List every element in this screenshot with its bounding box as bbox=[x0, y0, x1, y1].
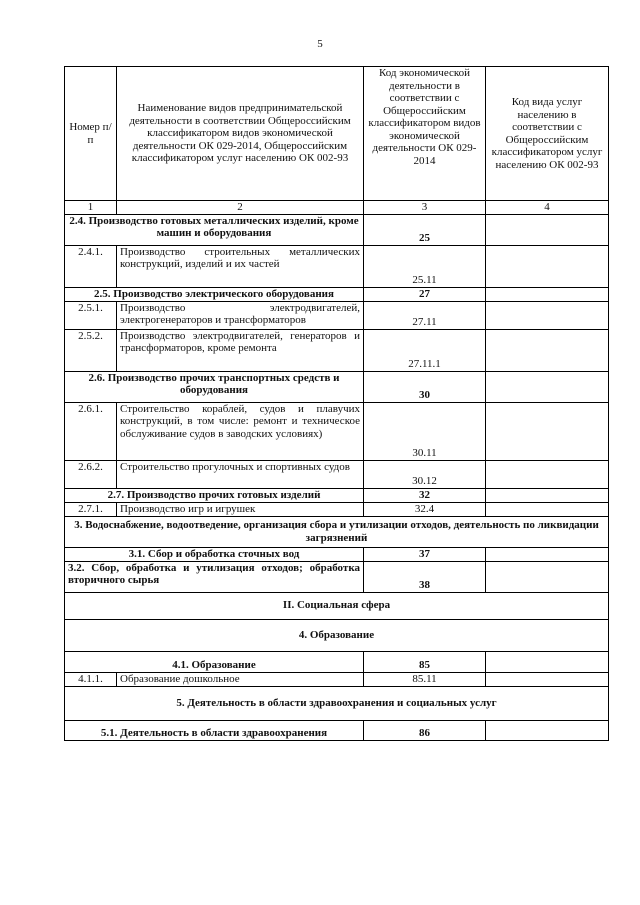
column-number: 4 bbox=[486, 201, 609, 215]
column-number: 3 bbox=[364, 201, 486, 215]
table-row bbox=[65, 245, 609, 287]
page-number: 5 bbox=[317, 38, 323, 50]
row-number: 2.6.1. bbox=[65, 402, 117, 460]
section-row bbox=[65, 214, 609, 245]
header-activity-name: Наименование видов предпринимательской деятельности в соответствии Общероссийским классификатором видов экономической деятельности ОК 029-2014, Общероссийским классификатором услуг населению ОК 002-93 bbox=[117, 67, 364, 201]
okun-code bbox=[486, 502, 609, 516]
column-number: 1 bbox=[65, 201, 117, 215]
okved-code: 38 bbox=[364, 561, 486, 592]
section-title: 2.6. Производство прочих транспортных средств и оборудования bbox=[65, 371, 364, 402]
okun-code bbox=[486, 329, 609, 371]
section-row bbox=[65, 516, 609, 547]
section-row bbox=[65, 651, 609, 672]
activity-name: Строительство кораблей, судов и плавучих конструкций, в том числе: ремонт и техническое обслуживание судов в заводских условиях) bbox=[117, 402, 364, 460]
header-okun-code: Код вида услуг населению в соответствии с Общероссийским классификатором услуг населению ОК 002-93 bbox=[486, 67, 609, 201]
section-title: II. Социальная сфера bbox=[65, 592, 609, 619]
section-title: 3. Водоснабжение, водоотведение, организация сбора и утилизации отходов, деятельность по ликвидации загрязнений bbox=[65, 516, 609, 547]
row-number: 2.7.1. bbox=[65, 502, 117, 516]
okun-code bbox=[486, 651, 609, 672]
table-row bbox=[65, 672, 609, 686]
section-title: 3.2. Сбор, обработка и утилизация отходов; обработка вторичного сырья bbox=[65, 561, 364, 592]
header-okved-code: Код экономической деятельности в соответствии с Общероссийским классификатором видов экономической деятельности ОК 029-2014 bbox=[364, 67, 486, 201]
okun-code bbox=[486, 488, 609, 502]
header-number: Номер п/п bbox=[65, 67, 117, 201]
okun-code bbox=[486, 720, 609, 740]
column-number: 2 bbox=[117, 201, 364, 215]
section-title: 5.1. Деятельность в области здравоохранения bbox=[65, 720, 364, 740]
section-row bbox=[65, 686, 609, 720]
section-row bbox=[65, 287, 609, 301]
okved-code: 27 bbox=[364, 287, 486, 301]
row-number: 2.5.2. bbox=[65, 329, 117, 371]
okun-code bbox=[486, 561, 609, 592]
table-row bbox=[65, 301, 609, 329]
table-row bbox=[65, 460, 609, 488]
section-row bbox=[65, 720, 609, 740]
section-title: 4.1. Образование bbox=[65, 651, 364, 672]
activity-name: Строительство прогулочных и спортивных судов bbox=[117, 460, 364, 488]
section-row bbox=[65, 488, 609, 502]
section-title: 3.1. Сбор и обработка сточных вод bbox=[65, 547, 364, 561]
section-row bbox=[65, 561, 609, 592]
row-number: 4.1.1. bbox=[65, 672, 117, 686]
okved-code: 30 bbox=[364, 371, 486, 402]
okun-code bbox=[486, 287, 609, 301]
section-title: 2.5. Производство электрического оборудования bbox=[65, 287, 364, 301]
activity-name: Производство электродвигателей, электрогенераторов и трансформаторов bbox=[117, 301, 364, 329]
okun-code bbox=[486, 371, 609, 402]
section-row bbox=[65, 619, 609, 651]
okved-code: 25.11 bbox=[364, 245, 486, 287]
section-title: 2.4. Производство готовых металлических изделий, кроме машин и оборудования bbox=[65, 214, 364, 245]
activity-name: Производство строительных металлических конструкций, изделий и их частей bbox=[117, 245, 364, 287]
okved-code: 85 bbox=[364, 651, 486, 672]
okved-code: 27.11 bbox=[364, 301, 486, 329]
section-title: 4. Образование bbox=[65, 619, 609, 651]
table-header-row bbox=[65, 67, 609, 201]
okved-code: 32 bbox=[364, 488, 486, 502]
table-row bbox=[65, 502, 609, 516]
activity-name: Производство электродвигателей, генераторов и трансформаторов, кроме ремонта bbox=[117, 329, 364, 371]
activity-name: Производство игр и игрушек bbox=[117, 502, 364, 516]
okun-code bbox=[486, 301, 609, 329]
okun-code bbox=[486, 245, 609, 287]
activity-name: Образование дошкольное bbox=[117, 672, 364, 686]
table-row bbox=[65, 402, 609, 460]
okved-code: 30.11 bbox=[364, 402, 486, 460]
row-number: 2.5.1. bbox=[65, 301, 117, 329]
okved-code: 25 bbox=[364, 214, 486, 245]
section-row bbox=[65, 592, 609, 619]
okved-code: 32.4 bbox=[364, 502, 486, 516]
row-number: 2.6.2. bbox=[65, 460, 117, 488]
okved-code: 27.11.1 bbox=[364, 329, 486, 371]
table-row bbox=[65, 329, 609, 371]
column-numbers-row bbox=[65, 201, 609, 215]
okun-code bbox=[486, 547, 609, 561]
activity-codes-table bbox=[64, 66, 609, 741]
okved-code: 85.11 bbox=[364, 672, 486, 686]
row-number: 2.4.1. bbox=[65, 245, 117, 287]
okun-code bbox=[486, 672, 609, 686]
okved-code: 86 bbox=[364, 720, 486, 740]
section-row bbox=[65, 371, 609, 402]
okun-code bbox=[486, 460, 609, 488]
okved-code: 37 bbox=[364, 547, 486, 561]
okved-code: 30.12 bbox=[364, 460, 486, 488]
okun-code bbox=[486, 214, 609, 245]
section-title: 5. Деятельность в области здравоохранения и социальных услуг bbox=[65, 686, 609, 720]
okun-code bbox=[486, 402, 609, 460]
section-row bbox=[65, 547, 609, 561]
section-title: 2.7. Производство прочих готовых изделий bbox=[65, 488, 364, 502]
